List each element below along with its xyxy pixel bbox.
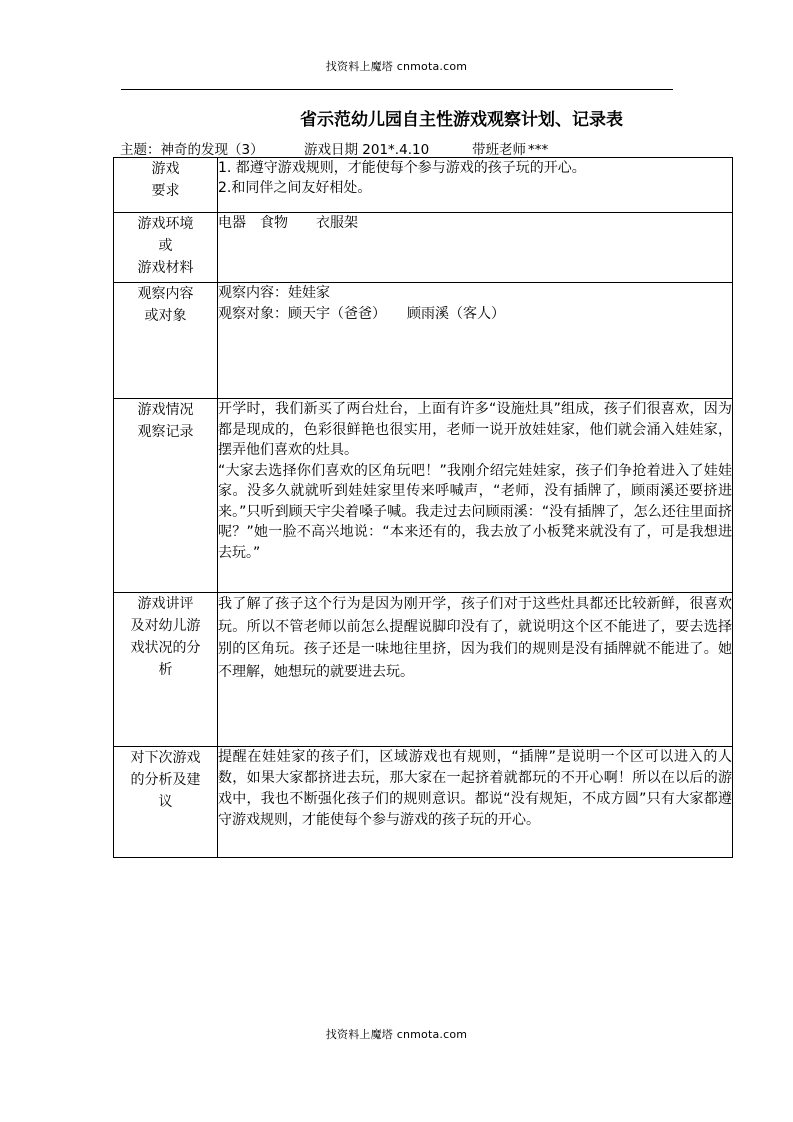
label-line: 观察记录 [137,424,194,440]
content-line: 2.和同伴之间友好相处。 [218,180,372,196]
content-line: 观察内容：娃娃家 [218,285,330,301]
document-title: 省示范幼儿园自主性游戏观察计划、记录表 [300,110,623,130]
teacher-label: 带班老师 [472,142,526,158]
label-line: 议 [158,794,173,810]
row-game-materials [114,213,733,283]
label-line: 游戏材料 [137,260,194,276]
row-next-suggestions [114,747,733,858]
row-game-requirements [114,158,733,213]
row-label [114,158,218,213]
meta-line [120,138,740,158]
row-label [114,747,218,858]
content-line: 观察对象：顾天宇（爸爸） 顾雨溪（客人） [218,306,505,322]
row-content [218,747,733,858]
row-content [218,158,733,213]
row-label [114,283,218,399]
label-line: 的分析及建 [130,772,201,788]
label-line: 要求 [151,183,180,199]
game-date-text: 游戏日期 201*.4.10 [304,142,430,158]
content-paragraph: “大家去选择你们喜欢的区角玩吧！”我刚介绍完娃娃家，孩子们争抢着进入了娃娃家。没多久就就听到娃娃家里传来呼喊声，“老师，没有插牌了，顾雨溪还要挤进来。”只听到顾天宇尖着嗓子喊。我走过去问顾雨溪：“没有插牌了，怎么还往里面挤呢？”她一脸不高兴地说：“本来还有的，我去放了小板凳来就没有了，可是我想进去玩。” [218,462,732,561]
row-observation-target [114,283,733,399]
label-line: 观察内容 [137,286,194,302]
page-header-site-text: 找资料上魔塔 cnmota.com [325,60,468,73]
header-rule [121,89,673,90]
label-line: 戏状况的分 [130,640,201,656]
label-line: 游戏环境 [137,216,194,232]
label-line: 及对幼儿游 [130,618,201,634]
content-paragraph: 我了解了孩子这个行为是因为刚开学，孩子们对于这些灶具都还比较新鲜，很喜欢玩。所以不管老师以前怎么提醒说脚印没有了，就说明这个区不能进了，要去选择别的区角玩。孩子还是一味地往里挤，因为我们的规则是没有插牌就不能进了。她不理解，她想玩的就要进去玩。 [218,596,732,680]
label-line: 游戏情况 [137,402,194,418]
label-line: 对下次游戏 [130,750,201,766]
topic-text: 主题：神奇的发现（3） [120,142,264,158]
label-line: 或对象 [144,308,187,324]
label-line: 游戏 [151,161,180,177]
row-label [114,213,218,283]
row-game-review [114,593,733,747]
content-line: 1. 都遵守游戏规则，才能使每个参与游戏的孩子玩的开心。 [218,160,586,176]
content-line: 电器 食物 衣服架 [218,215,358,231]
content-paragraph: 开学时，我们新买了两台灶台，上面有许多“设施灶具”组成，孩子们很喜欢，因为都是现成的，色彩很鲜艳也很实用，老师一说开放娃娃家，他们就会涌入娃娃家，摆弄他们喜欢的灶具。 [218,401,732,458]
observation-record-table [113,157,733,858]
content-paragraph: 提醒在娃娃家的孩子们，区域游戏也有规则，“插牌”是说明一个区可以进入的人数，如果大家都挤进去玩，那大家在一起挤着就都玩的不开心啊！所以在以后的游戏中，我也不断强化孩子们的规则意识。都说“没有规矩，不成方圆”只有大家都遵守游戏规则，才能使每个参与游戏的孩子玩的开心。 [218,749,732,828]
label-line: 或 [158,238,173,254]
label-line: 析 [158,662,173,678]
row-content [218,213,733,283]
row-label [114,399,218,593]
page-footer-site-text: 找资料上魔塔 cnmota.com [325,1028,468,1041]
row-content [218,283,733,399]
row-content [218,399,733,593]
row-content [218,593,733,747]
row-observation-record [114,399,733,593]
teacher-value: *** [526,143,628,158]
label-line: 游戏讲评 [137,596,194,612]
row-label [114,593,218,747]
